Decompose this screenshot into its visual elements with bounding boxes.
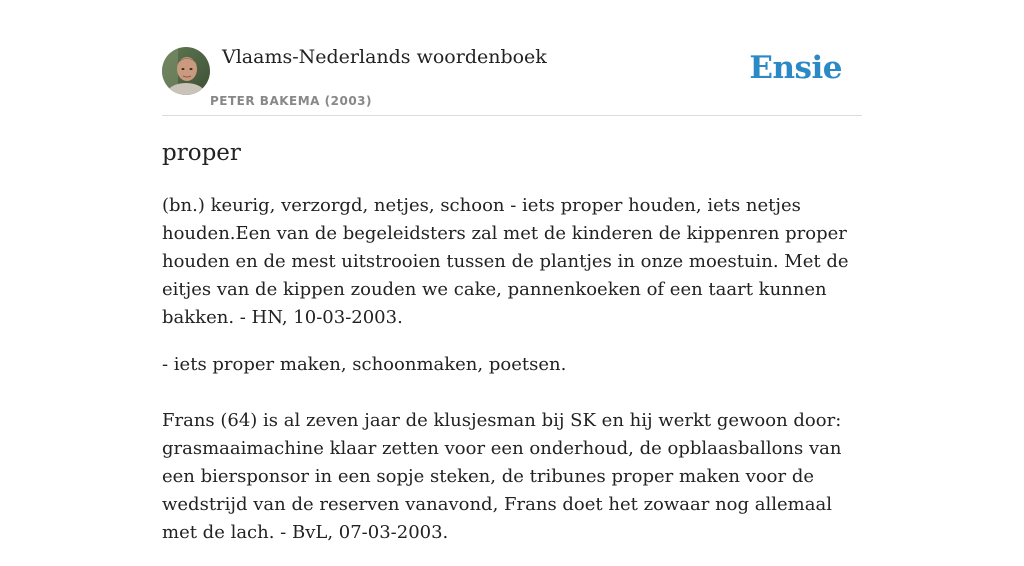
definition-paragraph: Frans (64) is al zeven jaar de klusjesman bij SK en hij werkt gewoon door: grasmaaimachine klaar zetten voor een onderhoud, de opblaasballons van een biersponsor in een sopje steken, de tribunes proper maken voor de wedstrijd van de reserven vanavond, Frans doet het zowaar nog allemaal met de lach. - BvL, 07-03-2003. [162, 410, 842, 543]
ensie-logo[interactable]: Ensie [749, 50, 842, 86]
page-container [162, 0, 862, 543]
definition-paragraph: (bn.) keurig, verzorgd, netjes, schoon - iets proper houden, iets netjes houden.Een van de begeleidsters zal met de kinderen de kippenren proper houden en de mest uitstrooien tussen de plantjes in onze moestuin. Met de eitjes van de kippen zouden we cake, pannenkoeken of een taart kunnen bakken. - HN, 10-03-2003. [162, 195, 849, 328]
definition-body [162, 192, 862, 566]
user-avatar-icon [162, 47, 210, 95]
entry-word: proper [162, 140, 241, 166]
definition-paragraph: - iets proper maken, schoonmaken, poetsen. [162, 354, 567, 375]
author-name[interactable]: PETER BAKEMA (2003) [210, 94, 372, 108]
author-avatar[interactable] [162, 47, 210, 95]
header [162, 0, 862, 116]
dictionary-title[interactable]: Vlaams-Nederlands woordenboek [222, 46, 547, 68]
